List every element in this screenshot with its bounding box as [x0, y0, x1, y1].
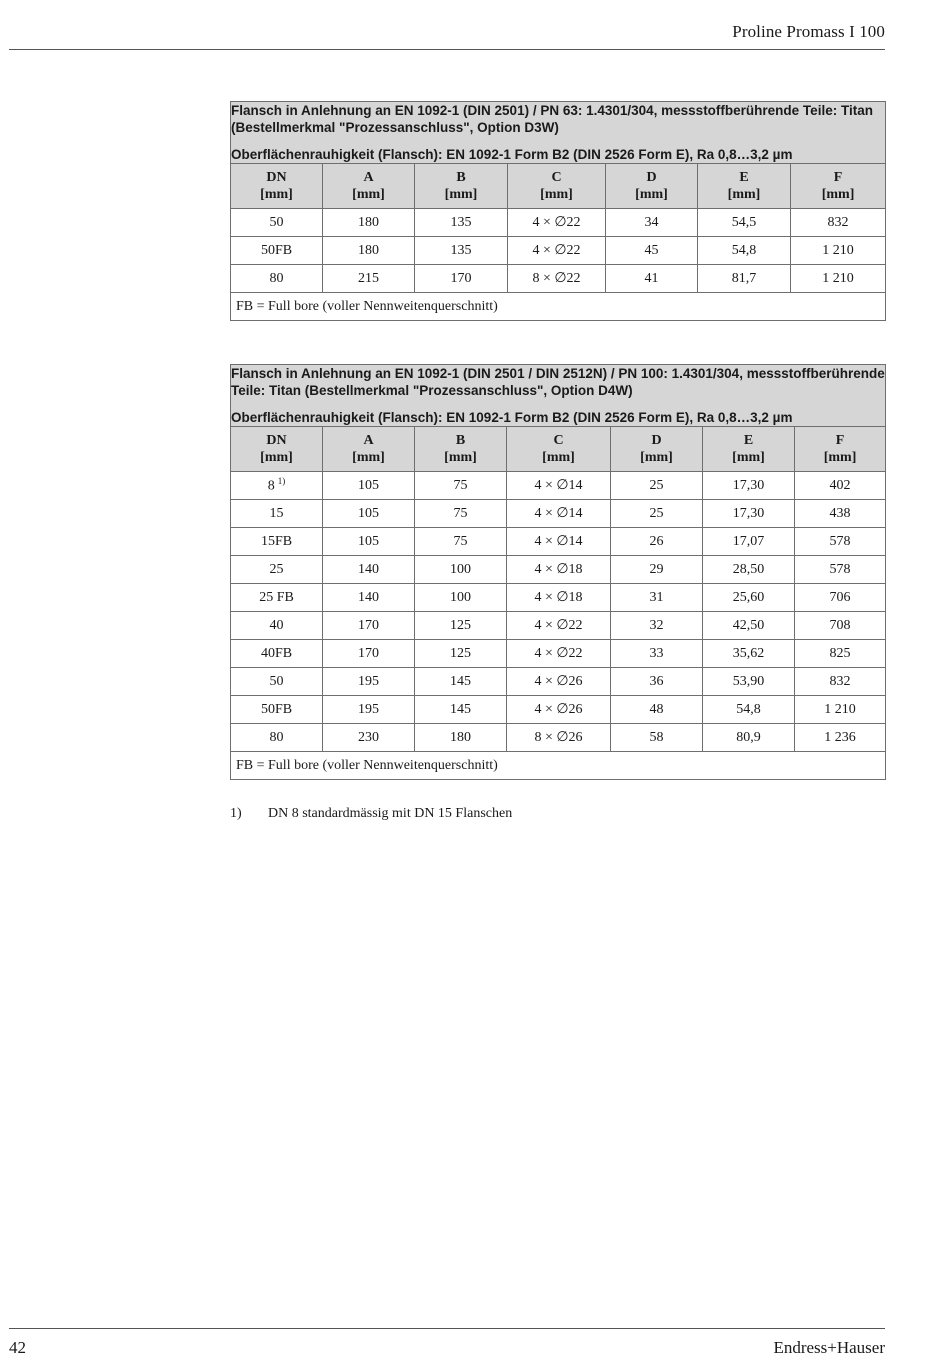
- column-unit: [mm]: [823, 450, 857, 465]
- table-note-row: [231, 293, 886, 321]
- cell-value: 170: [358, 617, 379, 633]
- column-header: [795, 427, 886, 472]
- cell-value: 8 × ∅26: [534, 730, 583, 745]
- cell-value: 140: [358, 589, 379, 605]
- cell-value: 170: [358, 645, 379, 661]
- table-cell: [795, 472, 886, 500]
- table-cell: [323, 265, 415, 293]
- cell-value: 706: [829, 589, 851, 605]
- table-cell: [231, 237, 323, 265]
- cell-value: 80: [269, 270, 284, 286]
- table-cell: [611, 668, 703, 696]
- cell-value: 578: [829, 533, 851, 549]
- cell-value: 4 × ∅22: [532, 215, 581, 230]
- table-cell: [323, 209, 415, 237]
- table-cell: [323, 668, 415, 696]
- footnote-mark: 1): [277, 476, 286, 487]
- table-cell: [323, 584, 415, 612]
- table-caption: [231, 365, 886, 427]
- table-cell: [323, 556, 415, 584]
- cell-value: 125: [450, 617, 471, 633]
- table-cell: [231, 640, 323, 668]
- table-cell: [323, 528, 415, 556]
- table-cell: [323, 696, 415, 724]
- table-cell: [323, 472, 415, 500]
- table-row: [231, 472, 886, 500]
- table-row: [231, 237, 886, 265]
- table-row: [231, 500, 886, 528]
- table-row: [231, 724, 886, 752]
- table-cell: [795, 696, 886, 724]
- cell-value: 25,60: [732, 589, 765, 605]
- table-cell: [231, 696, 323, 724]
- table-cell: [231, 556, 323, 584]
- table-note: FB = Full bore (voller Nennweitenquerschnitt): [231, 752, 886, 780]
- table-cell: [795, 528, 886, 556]
- cell-value: 135: [450, 242, 472, 258]
- cell-value: 8: [267, 478, 275, 494]
- cell-value: 50FB: [260, 701, 293, 717]
- table-cell: [606, 209, 698, 237]
- header-divider: [9, 49, 885, 50]
- table-cell: [231, 612, 323, 640]
- table-cell: [611, 612, 703, 640]
- cell-value: 50FB: [260, 242, 293, 258]
- column-name: D: [646, 170, 657, 185]
- table-cell: [795, 612, 886, 640]
- column-header: [323, 164, 415, 209]
- cell-value: 4 × ∅22: [532, 243, 581, 258]
- footnote: [230, 806, 512, 822]
- cell-value: 230: [358, 729, 379, 745]
- cell-value: 40: [269, 617, 284, 633]
- cell-value: 41: [644, 270, 659, 286]
- column-header: [611, 427, 703, 472]
- table-cell: [703, 472, 795, 500]
- surface-roughness: Oberflächenrauhigkeit (Flansch): EN 1092-1 Form B2 (DIN 2526 Form E), Ra 0,8…3,2 µm: [231, 147, 793, 162]
- cell-value: 75: [453, 505, 468, 521]
- column-name: DN: [266, 433, 287, 448]
- cell-value: 1 236: [824, 729, 856, 745]
- table-header-row: [231, 164, 886, 209]
- table-cell: [703, 696, 795, 724]
- table-cell: [703, 724, 795, 752]
- table-cell: [507, 696, 611, 724]
- cell-value: 145: [450, 701, 471, 717]
- cell-value: 8 × ∅22: [532, 271, 581, 286]
- column-header: [507, 427, 611, 472]
- table-cell: [415, 500, 507, 528]
- column-header: [323, 427, 415, 472]
- table-cell: [507, 528, 611, 556]
- cell-value: 25 FB: [259, 589, 294, 605]
- table-caption-row: [231, 102, 886, 164]
- table-row: [231, 640, 886, 668]
- footnote-text: DN 8 standardmässig mit DN 15 Flanschen: [268, 806, 513, 821]
- table-cell: [611, 500, 703, 528]
- table-row: [231, 556, 886, 584]
- column-unit: [mm]: [260, 187, 293, 202]
- cell-value: 180: [358, 242, 379, 258]
- column-unit: [mm]: [352, 187, 385, 202]
- table-cell: [323, 640, 415, 668]
- cell-value: 54,5: [731, 214, 757, 230]
- table-cell: [703, 640, 795, 668]
- table-cell: [703, 668, 795, 696]
- cell-value: 17,07: [732, 533, 765, 549]
- cell-value: 180: [358, 214, 379, 230]
- cell-value: 140: [358, 561, 379, 577]
- table-cell: [795, 556, 886, 584]
- table-cell: [415, 724, 507, 752]
- cell-value: 75: [453, 477, 468, 493]
- table-cell: [606, 237, 698, 265]
- cell-value: 832: [829, 673, 851, 689]
- cell-value: 4 × ∅18: [534, 590, 583, 605]
- footnote-number: 1): [230, 806, 242, 821]
- table-cell: [698, 237, 791, 265]
- column-name: E: [743, 433, 754, 448]
- cell-value: 81,7: [731, 270, 757, 286]
- table-cell: [231, 265, 323, 293]
- column-name: B: [455, 433, 466, 448]
- table-row: [231, 612, 886, 640]
- cell-value: 42,50: [732, 617, 765, 633]
- table-cell: [611, 640, 703, 668]
- table-note-row: [231, 752, 886, 780]
- cell-value: 438: [829, 505, 851, 521]
- surface-roughness: Oberflächenrauhigkeit (Flansch): EN 1092-1 Form B2 (DIN 2526 Form E), Ra 0,8…3,2 µm: [231, 410, 793, 425]
- table-cell: [415, 696, 507, 724]
- cell-value: 708: [829, 617, 851, 633]
- cell-value: 4 × ∅18: [534, 562, 583, 577]
- table-cell: [507, 724, 611, 752]
- table-cell: [791, 265, 886, 293]
- table-cell: [231, 500, 323, 528]
- table-cell: [611, 696, 703, 724]
- cell-value: 170: [450, 270, 472, 286]
- table-caption: [231, 102, 886, 164]
- table-cell: [703, 528, 795, 556]
- table-note: FB = Full bore (voller Nennweitenquerschnitt): [231, 293, 886, 321]
- column-name: A: [363, 433, 374, 448]
- table-cell: [507, 472, 611, 500]
- cell-value: 402: [829, 477, 851, 493]
- table-cell: [323, 237, 415, 265]
- cell-value: 54,8: [736, 701, 761, 717]
- column-name: D: [651, 433, 662, 448]
- cell-value: 35,62: [732, 645, 765, 661]
- column-name: F: [835, 433, 845, 448]
- column-unit: [mm]: [542, 450, 575, 465]
- table-cell: [508, 265, 606, 293]
- cell-value: 17,30: [732, 505, 765, 521]
- table-cell: [231, 528, 323, 556]
- cell-value: 4 × ∅26: [534, 702, 583, 717]
- table-cell: [507, 640, 611, 668]
- column-header: [415, 164, 508, 209]
- table-row: [231, 584, 886, 612]
- table-body: [231, 102, 886, 321]
- cell-value: 100: [450, 589, 471, 605]
- column-unit: [mm]: [444, 187, 478, 202]
- column-header: [508, 164, 606, 209]
- cell-value: 29: [649, 561, 664, 577]
- cell-value: 25: [649, 477, 664, 493]
- cell-value: 28,50: [732, 561, 765, 577]
- column-header: [231, 427, 323, 472]
- cell-value: 4 × ∅22: [534, 646, 583, 661]
- cell-value: 50: [269, 214, 284, 230]
- column-header: [415, 427, 507, 472]
- cell-value: 125: [450, 645, 471, 661]
- cell-value: 34: [644, 214, 659, 230]
- cell-value: 832: [827, 214, 849, 230]
- cell-value: 48: [649, 701, 664, 717]
- table-cell: [231, 724, 323, 752]
- table-cell: [323, 500, 415, 528]
- flange-table-pn63: [230, 101, 886, 321]
- table-cell: [611, 556, 703, 584]
- table-cell: [415, 668, 507, 696]
- table-cell: [795, 724, 886, 752]
- cell-value: 1 210: [822, 270, 854, 286]
- column-name: A: [363, 170, 374, 185]
- table-cell: [606, 265, 698, 293]
- table-cell: [698, 209, 791, 237]
- column-header: [791, 164, 886, 209]
- table-cell: [415, 612, 507, 640]
- column-unit: [mm]: [821, 187, 855, 202]
- table-cell: [795, 668, 886, 696]
- cell-value: 105: [358, 533, 379, 549]
- cell-value: 15: [269, 505, 284, 521]
- table-header-row: [231, 427, 886, 472]
- cell-value: 4 × ∅26: [534, 674, 583, 689]
- table-cell: [703, 500, 795, 528]
- table-cell: [791, 209, 886, 237]
- cell-value: 75: [453, 533, 468, 549]
- column-header: [703, 427, 795, 472]
- cell-value: 4 × ∅22: [534, 618, 583, 633]
- cell-value: 100: [450, 561, 471, 577]
- table-cell: [795, 584, 886, 612]
- cell-value: 80,9: [736, 729, 761, 745]
- column-unit: [mm]: [444, 450, 477, 465]
- table-body: [231, 365, 886, 780]
- table-cell: [611, 724, 703, 752]
- cell-value: 825: [829, 645, 851, 661]
- cell-value: 32: [649, 617, 664, 633]
- cell-value: 80: [269, 729, 284, 745]
- column-unit: [mm]: [732, 450, 765, 465]
- cell-value: 31: [649, 589, 664, 605]
- page-number: 42: [9, 1338, 26, 1357]
- column-unit: [mm]: [260, 450, 293, 465]
- column-header: [231, 164, 323, 209]
- table-cell: [231, 584, 323, 612]
- table-cell: [698, 265, 791, 293]
- cell-value: 25: [649, 505, 664, 521]
- table-title: Flansch in Anlehnung an EN 1092-1 (DIN 2501 / DIN 2512N) / PN 100: 1.4301/304, messstoffberührende Teile: Titan (Bestellmerkmal "Prozessanschluss", Option D4W): [231, 366, 885, 398]
- table-cell: [415, 640, 507, 668]
- cell-value: 195: [358, 701, 379, 717]
- cell-value: 53,90: [732, 673, 765, 689]
- cell-value: 145: [450, 673, 471, 689]
- column-unit: [mm]: [352, 450, 385, 465]
- column-unit: [mm]: [640, 450, 673, 465]
- cell-value: 26: [649, 533, 664, 549]
- flange-table-pn100: [230, 364, 886, 780]
- cell-value: 180: [450, 729, 471, 745]
- table-row: [231, 696, 886, 724]
- cell-value: 105: [358, 477, 379, 493]
- table-cell: [508, 209, 606, 237]
- table-cell: [795, 500, 886, 528]
- table-cell: [507, 584, 611, 612]
- cell-value: 215: [358, 270, 379, 286]
- column-name: C: [553, 433, 564, 448]
- table-cell: [415, 237, 508, 265]
- table-cell: [507, 556, 611, 584]
- column-name: E: [739, 170, 749, 185]
- table-cell: [323, 724, 415, 752]
- cell-value: 25: [269, 561, 284, 577]
- column-header: [606, 164, 698, 209]
- column-name: F: [833, 170, 843, 185]
- table-caption-row: [231, 365, 886, 427]
- column-unit: [mm]: [727, 187, 761, 202]
- table-cell: [415, 584, 507, 612]
- table-cell: [611, 528, 703, 556]
- table-cell: [507, 500, 611, 528]
- column-name: DN: [266, 170, 287, 185]
- table-cell: [611, 472, 703, 500]
- brand-name: Endress+Hauser: [773, 1338, 885, 1357]
- cell-value: 58: [649, 729, 664, 745]
- cell-value: 54,8: [731, 242, 757, 258]
- column-unit: [mm]: [540, 187, 573, 202]
- table-cell: [795, 640, 886, 668]
- table-cell: [231, 668, 323, 696]
- table-cell: [791, 237, 886, 265]
- table-row: [231, 209, 886, 237]
- cell-value: 40FB: [260, 645, 293, 661]
- cell-value: 1 210: [824, 701, 856, 717]
- cell-value: 36: [649, 673, 664, 689]
- table-title: Flansch in Anlehnung an EN 1092-1 (DIN 2501) / PN 63: 1.4301/304, messstoffberührende Teile: Titan (Bestellmerkmal "Prozessanschluss", Option D3W): [231, 103, 873, 135]
- table-row: [231, 528, 886, 556]
- cell-value: 135: [450, 214, 472, 230]
- document-title: Proline Promass I 100: [732, 22, 885, 41]
- table-cell: [703, 612, 795, 640]
- cell-value: 33: [649, 645, 664, 661]
- cell-value: 17,30: [732, 477, 765, 493]
- table-cell: [508, 237, 606, 265]
- table-cell: [507, 668, 611, 696]
- column-name: C: [551, 170, 562, 185]
- table-cell: [703, 584, 795, 612]
- cell-value: 15FB: [260, 533, 293, 549]
- table-cell: [415, 209, 508, 237]
- footer-divider: [9, 1328, 885, 1329]
- cell-value: 4 × ∅14: [534, 478, 583, 493]
- table-cell: [415, 528, 507, 556]
- cell-value: 45: [644, 242, 659, 258]
- table-cell: [415, 265, 508, 293]
- column-header: [698, 164, 791, 209]
- table-cell: [231, 472, 323, 500]
- table-cell: [231, 209, 323, 237]
- cell-value: 195: [358, 673, 379, 689]
- table-cell: [415, 556, 507, 584]
- table-cell: [323, 612, 415, 640]
- cell-value: 578: [829, 561, 851, 577]
- column-unit: [mm]: [635, 187, 668, 202]
- table-cell: [507, 612, 611, 640]
- cell-value: 1 210: [822, 242, 854, 258]
- cell-value: 50: [269, 673, 284, 689]
- table-cell: [703, 556, 795, 584]
- column-name: B: [456, 170, 466, 185]
- table-cell: [415, 472, 507, 500]
- cell-value: 4 × ∅14: [534, 534, 583, 549]
- cell-value: 4 × ∅14: [534, 506, 583, 521]
- cell-value: 105: [358, 505, 379, 521]
- table-row: [231, 265, 886, 293]
- table-row: [231, 668, 886, 696]
- table-cell: [611, 584, 703, 612]
